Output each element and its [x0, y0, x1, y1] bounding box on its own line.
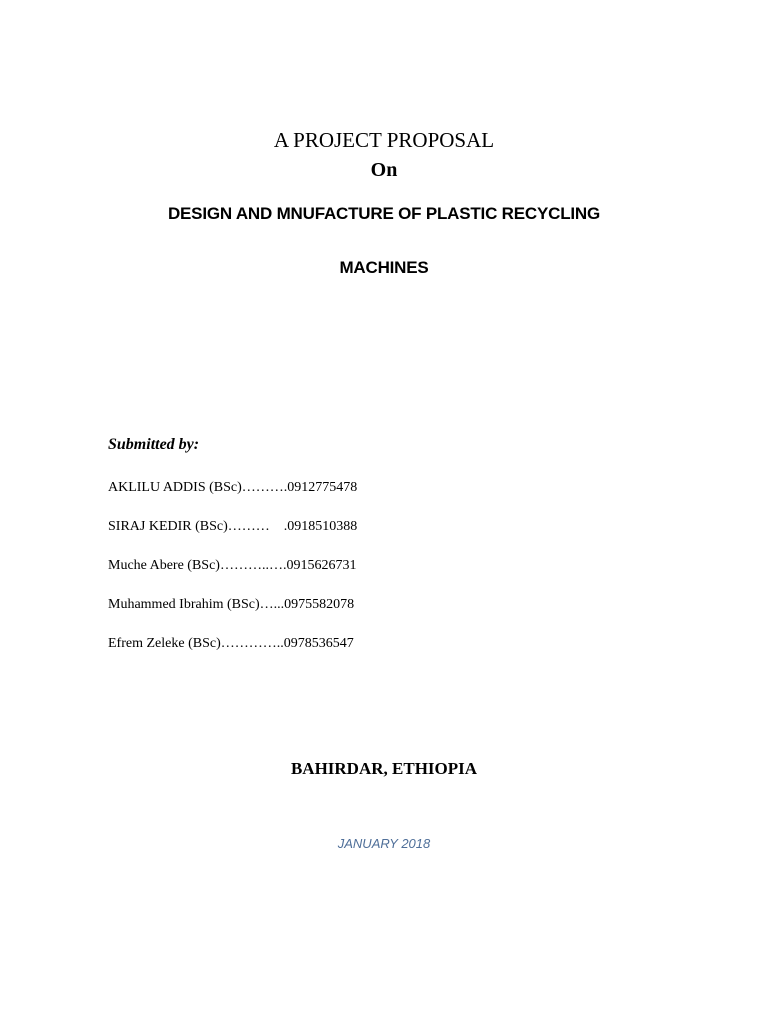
date: JANUARY 2018 — [337, 836, 431, 851]
location: BAHIRDAR, ETHIOPIA — [290, 759, 478, 778]
member-line: Muhammed Ibrahim (BSc)…...0975582078 — [108, 597, 355, 612]
proposal-on: On — [370, 159, 398, 181]
member-line: AKLILU ADDIS (BSc)……….0912775478 — [108, 480, 358, 495]
proposal-heading: A PROJECT PROPOSAL — [273, 128, 495, 152]
member-line: Efrem Zeleke (BSc)…………..0978536547 — [108, 636, 354, 651]
submitted-by-label: Submitted by: — [108, 436, 200, 453]
project-title-line2: MACHINES — [339, 258, 429, 277]
project-title-line1: DESIGN AND MNUFACTURE OF PLASTIC RECYCLING — [167, 204, 601, 223]
member-line: Muche Abere (BSc)………..….0915626731 — [108, 558, 357, 573]
member-line: SIRAJ KEDIR (BSc)……… .0918510388 — [108, 519, 358, 534]
